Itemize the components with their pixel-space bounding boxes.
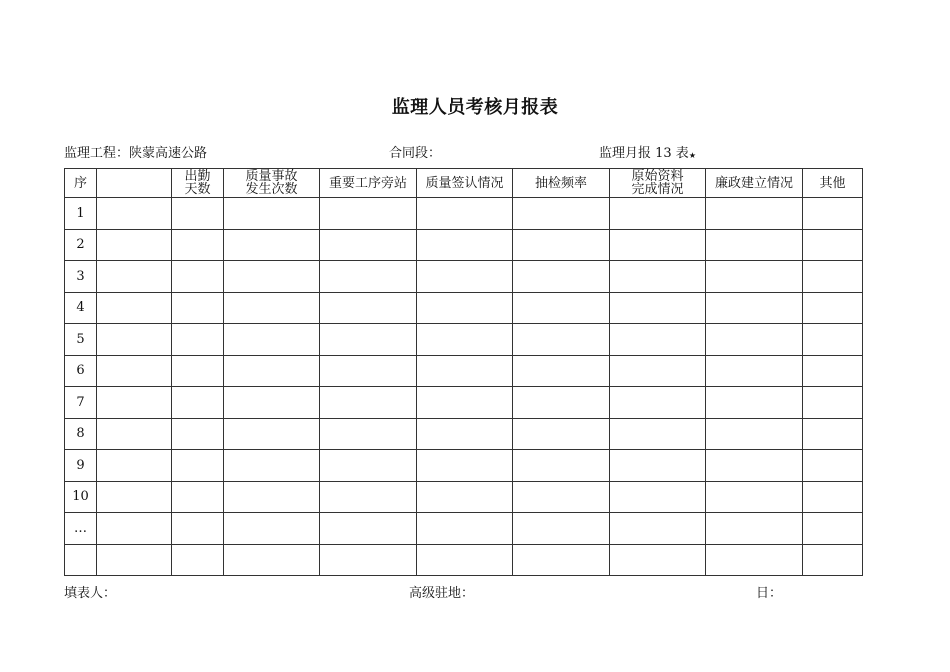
table-cell bbox=[417, 229, 513, 261]
table-cell bbox=[320, 229, 417, 261]
row-number: … bbox=[65, 513, 97, 545]
row-number: 8 bbox=[65, 418, 97, 450]
table-row bbox=[65, 450, 863, 482]
table-cell bbox=[97, 355, 172, 387]
form-number-text: 监理月报 13 表 bbox=[599, 146, 689, 161]
assessment-table bbox=[64, 168, 863, 576]
row-number: 4 bbox=[65, 292, 97, 324]
table-cell bbox=[610, 418, 706, 450]
column-header-text: 出勤 bbox=[184, 169, 211, 184]
row-number: 1 bbox=[65, 198, 97, 230]
table-cell bbox=[224, 355, 320, 387]
table-cell bbox=[172, 292, 224, 324]
table-cell bbox=[706, 324, 803, 356]
table-cell bbox=[610, 292, 706, 324]
table-cell bbox=[706, 544, 803, 576]
table-cell bbox=[320, 513, 417, 545]
table-cell bbox=[513, 450, 610, 482]
table-cell bbox=[803, 450, 863, 482]
header-row bbox=[65, 169, 863, 198]
table-cell bbox=[513, 198, 610, 230]
table-cell bbox=[97, 387, 172, 419]
table-cell bbox=[224, 292, 320, 324]
form-number-label bbox=[599, 142, 696, 161]
table-row bbox=[65, 292, 863, 324]
table-cell bbox=[610, 544, 706, 576]
table-cell bbox=[97, 292, 172, 324]
row-number: 9 bbox=[65, 450, 97, 482]
table-cell bbox=[97, 481, 172, 513]
table-cell bbox=[513, 261, 610, 293]
table-cell bbox=[224, 481, 320, 513]
row-number: 10 bbox=[65, 481, 97, 513]
table-cell bbox=[417, 481, 513, 513]
table-cell bbox=[803, 481, 863, 513]
table-cell bbox=[417, 324, 513, 356]
column-header-text: 发生次数 bbox=[245, 182, 298, 197]
table-cell bbox=[97, 324, 172, 356]
table-cell bbox=[417, 450, 513, 482]
row-number: 5 bbox=[65, 324, 97, 356]
table-cell bbox=[706, 387, 803, 419]
table-cell bbox=[320, 418, 417, 450]
table-cell bbox=[706, 229, 803, 261]
table-cell bbox=[803, 324, 863, 356]
column-header bbox=[224, 169, 320, 198]
table-body bbox=[65, 198, 863, 576]
table-cell bbox=[706, 450, 803, 482]
table-cell bbox=[97, 513, 172, 545]
table-cell bbox=[320, 450, 417, 482]
table-row bbox=[65, 198, 863, 230]
table-row bbox=[65, 355, 863, 387]
table-cell bbox=[224, 544, 320, 576]
row-number: 3 bbox=[65, 261, 97, 293]
table-row bbox=[65, 418, 863, 450]
table-cell bbox=[172, 229, 224, 261]
table-cell bbox=[172, 324, 224, 356]
table-cell bbox=[706, 481, 803, 513]
column-header bbox=[803, 169, 863, 198]
row-number: 7 bbox=[65, 387, 97, 419]
table-cell bbox=[224, 387, 320, 419]
column-header-text: 质量事故 bbox=[245, 169, 298, 184]
table-cell bbox=[706, 355, 803, 387]
table-cell bbox=[610, 261, 706, 293]
table-cell bbox=[97, 450, 172, 482]
table-cell bbox=[224, 513, 320, 545]
table-cell bbox=[610, 355, 706, 387]
table-cell bbox=[320, 481, 417, 513]
table-cell bbox=[513, 324, 610, 356]
column-header-text: 廉政建立情况 bbox=[714, 175, 793, 191]
table-cell bbox=[706, 513, 803, 545]
table-cell bbox=[172, 198, 224, 230]
table-cell bbox=[610, 481, 706, 513]
column-header bbox=[65, 169, 97, 198]
table-cell bbox=[803, 229, 863, 261]
contract-section-label: 合同段： bbox=[389, 146, 442, 161]
column-header-text: 质量签认情况 bbox=[425, 175, 504, 191]
date-label: 日： bbox=[756, 586, 783, 601]
table-cell bbox=[97, 261, 172, 293]
table-cell bbox=[610, 229, 706, 261]
table-cell bbox=[803, 418, 863, 450]
column-header bbox=[172, 169, 224, 198]
table-cell bbox=[706, 418, 803, 450]
table-cell bbox=[513, 229, 610, 261]
column-header-text: 抽检频率 bbox=[534, 175, 587, 191]
table-cell bbox=[417, 513, 513, 545]
table-cell bbox=[417, 355, 513, 387]
column-header bbox=[320, 169, 417, 198]
table-cell bbox=[224, 418, 320, 450]
table-cell bbox=[513, 418, 610, 450]
table-cell bbox=[224, 324, 320, 356]
table-cell bbox=[417, 387, 513, 419]
table-cell bbox=[320, 198, 417, 230]
column-header bbox=[417, 169, 513, 198]
table-cell bbox=[803, 261, 863, 293]
column-header-text: 天数 bbox=[184, 182, 211, 197]
table-cell bbox=[224, 229, 320, 261]
project-label: 监理工程：陕蒙高速公路 bbox=[64, 146, 208, 161]
table-row bbox=[65, 229, 863, 261]
table-cell bbox=[224, 450, 320, 482]
column-header bbox=[706, 169, 803, 198]
table-cell bbox=[610, 513, 706, 545]
star-mark: ★ bbox=[688, 151, 696, 160]
row-number bbox=[65, 544, 97, 576]
table-cell bbox=[172, 481, 224, 513]
table-row bbox=[65, 544, 863, 576]
table-row bbox=[65, 387, 863, 419]
table-cell bbox=[320, 261, 417, 293]
table-cell bbox=[513, 481, 610, 513]
table-row bbox=[65, 513, 863, 545]
table-cell bbox=[97, 229, 172, 261]
table-cell bbox=[172, 544, 224, 576]
table-cell bbox=[172, 387, 224, 419]
table-cell bbox=[172, 513, 224, 545]
filler-label: 填表人： bbox=[64, 586, 117, 601]
table-cell bbox=[224, 261, 320, 293]
table-cell bbox=[172, 418, 224, 450]
table-cell bbox=[706, 261, 803, 293]
column-header-text: 重要工序旁站 bbox=[328, 175, 407, 191]
table-cell bbox=[320, 387, 417, 419]
table-cell bbox=[803, 292, 863, 324]
column-header-text: 完成情况 bbox=[631, 182, 684, 197]
table-cell bbox=[172, 355, 224, 387]
table-row bbox=[65, 324, 863, 356]
report-title: 监理人员考核月报表 bbox=[391, 97, 559, 118]
table-cell bbox=[320, 292, 417, 324]
row-number: 6 bbox=[65, 355, 97, 387]
table-cell bbox=[610, 198, 706, 230]
table-cell bbox=[610, 387, 706, 419]
table-cell bbox=[706, 198, 803, 230]
column-header-text: 序 bbox=[73, 175, 87, 191]
table-cell bbox=[803, 198, 863, 230]
column-header bbox=[610, 169, 706, 198]
column-header-text: 原始资料 bbox=[631, 169, 684, 184]
table-cell bbox=[513, 513, 610, 545]
table-cell bbox=[513, 292, 610, 324]
table-cell bbox=[417, 198, 513, 230]
table-cell bbox=[513, 544, 610, 576]
table-cell bbox=[224, 198, 320, 230]
table-cell bbox=[320, 324, 417, 356]
table-cell bbox=[706, 292, 803, 324]
table-cell bbox=[172, 261, 224, 293]
table-cell bbox=[172, 450, 224, 482]
table-cell bbox=[417, 418, 513, 450]
table-cell bbox=[610, 324, 706, 356]
table-cell bbox=[97, 418, 172, 450]
table-cell bbox=[97, 544, 172, 576]
table-cell bbox=[803, 355, 863, 387]
table-cell bbox=[97, 198, 172, 230]
table-cell bbox=[417, 261, 513, 293]
table-cell bbox=[610, 450, 706, 482]
column-header-text: 其他 bbox=[819, 175, 846, 191]
table-row bbox=[65, 261, 863, 293]
table-cell bbox=[417, 292, 513, 324]
table-cell bbox=[320, 544, 417, 576]
column-header bbox=[513, 169, 610, 198]
row-number: 2 bbox=[65, 229, 97, 261]
table-cell bbox=[513, 355, 610, 387]
table-cell bbox=[803, 387, 863, 419]
table-cell bbox=[513, 387, 610, 419]
table-cell bbox=[320, 355, 417, 387]
table-cell bbox=[803, 513, 863, 545]
table-cell bbox=[417, 544, 513, 576]
table-cell bbox=[803, 544, 863, 576]
table-row bbox=[65, 481, 863, 513]
column-header bbox=[97, 169, 172, 198]
resident-label: 高级驻地： bbox=[409, 586, 475, 601]
